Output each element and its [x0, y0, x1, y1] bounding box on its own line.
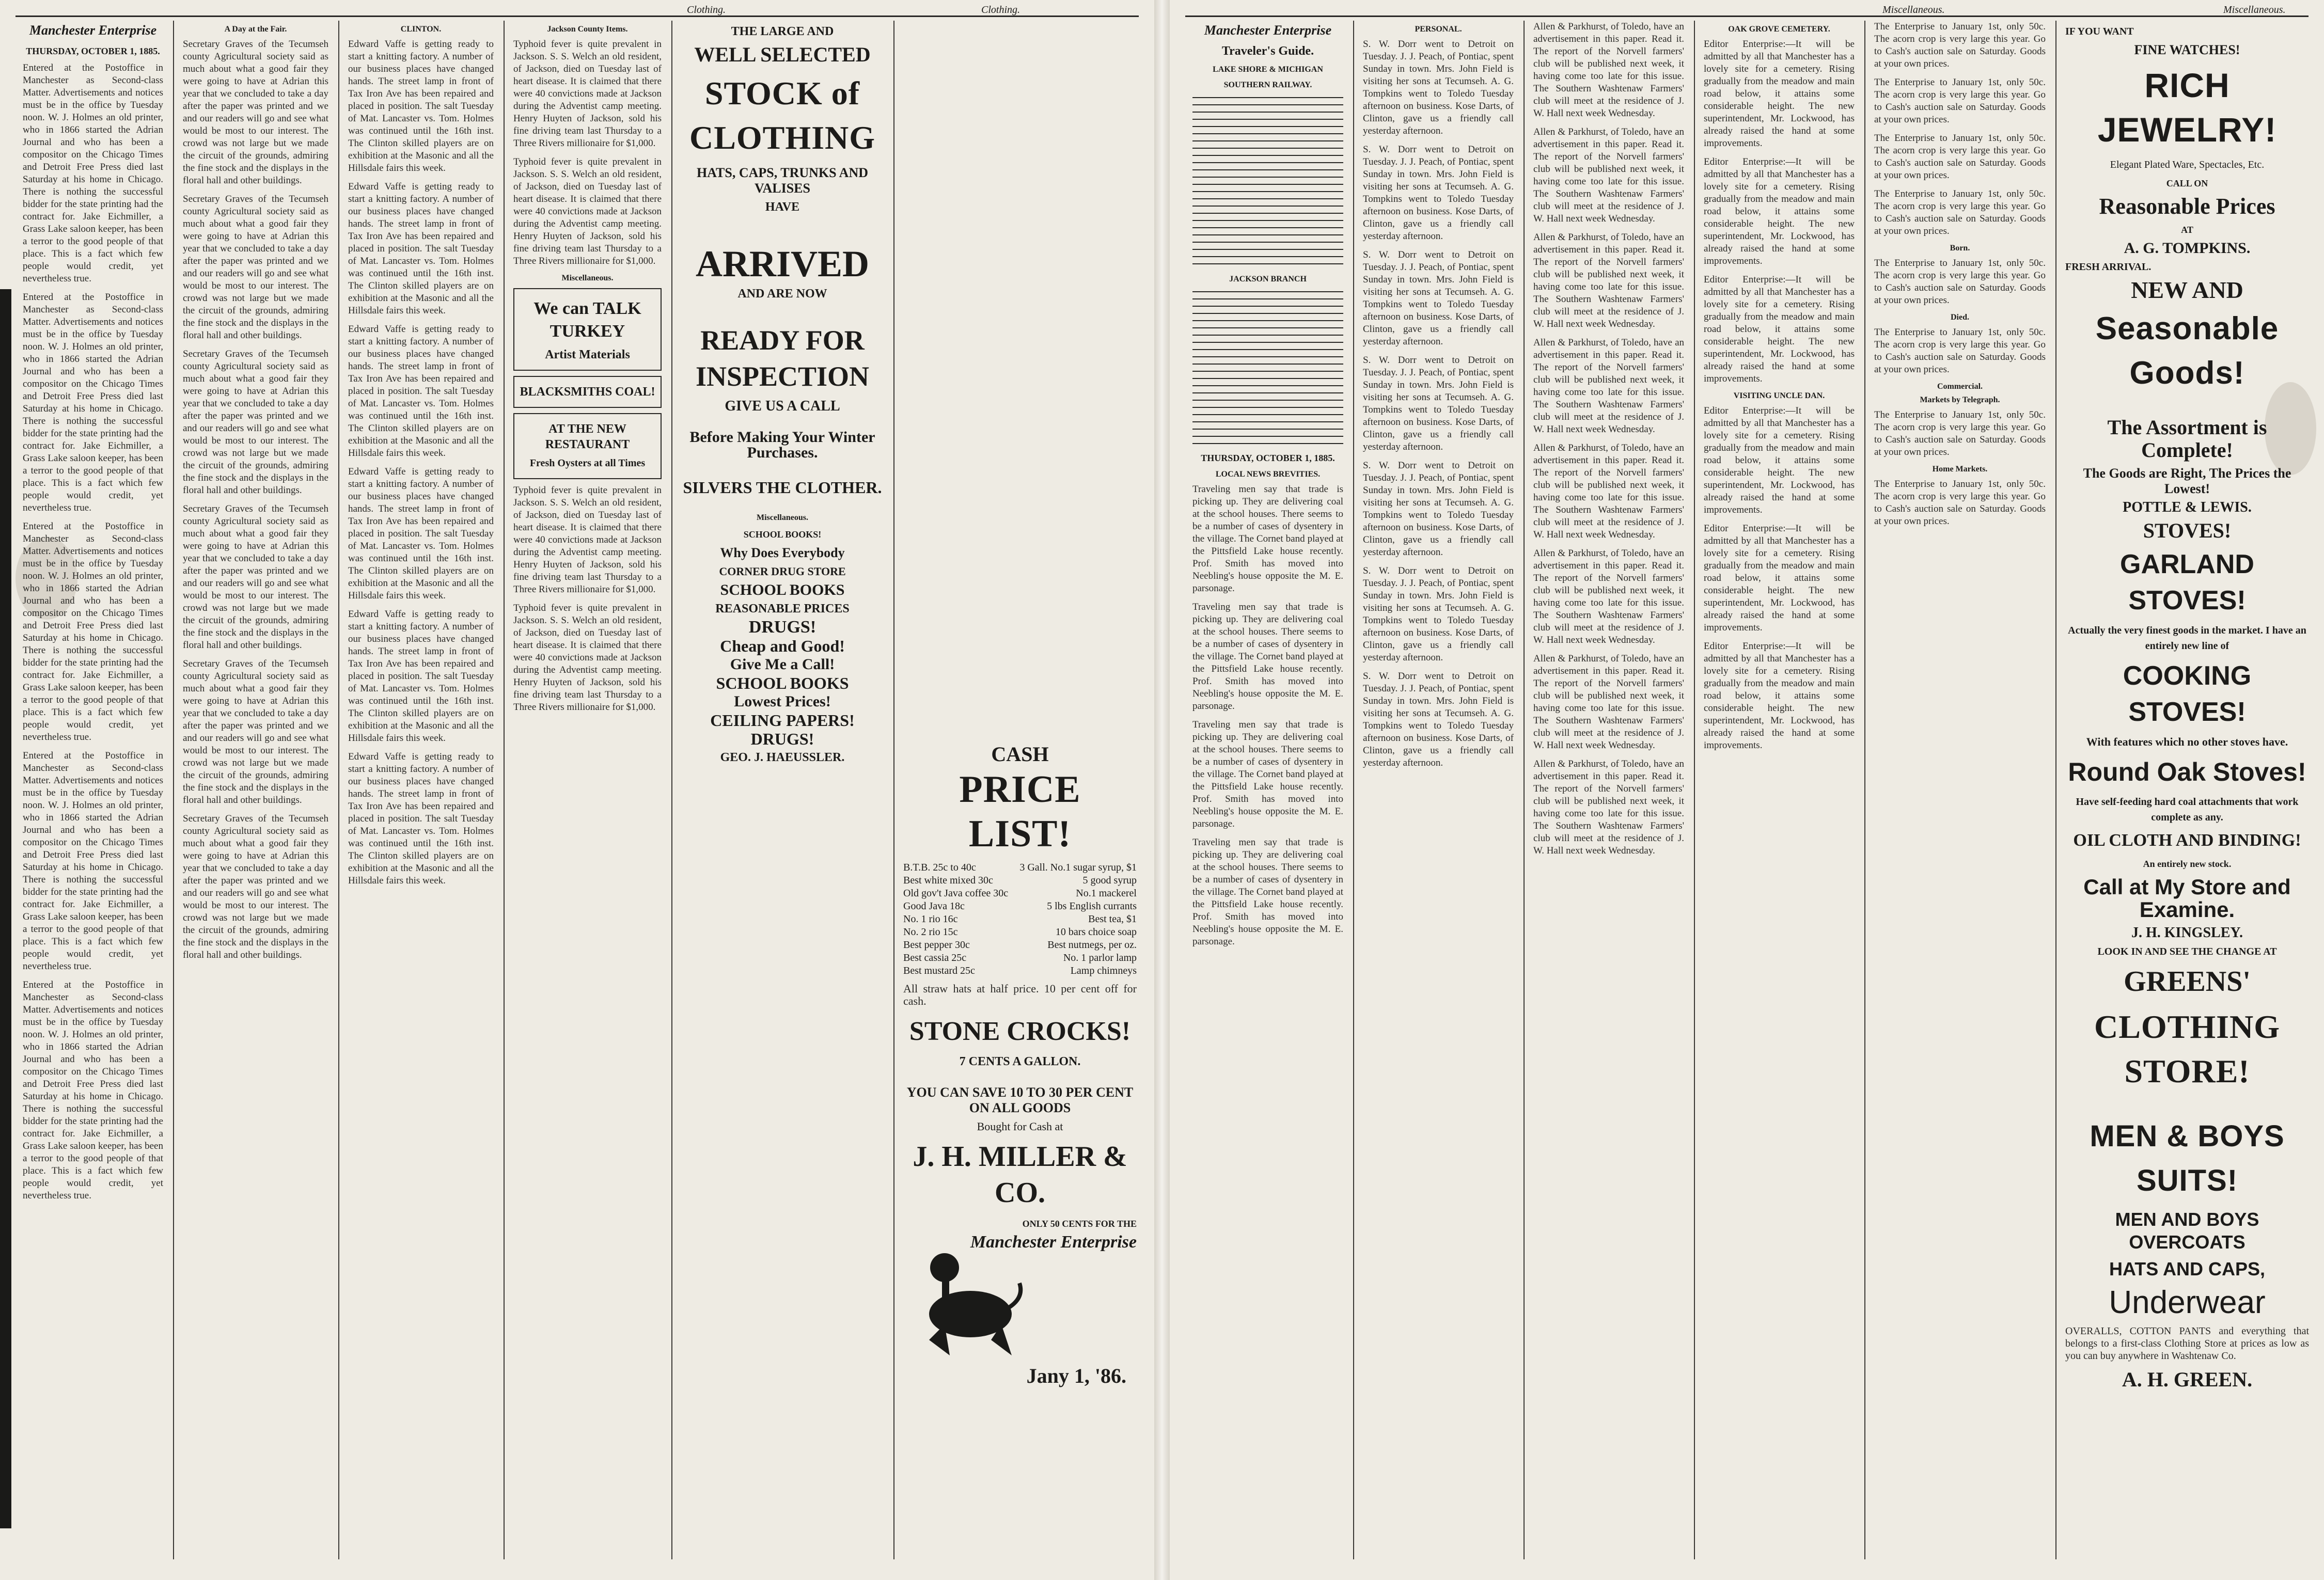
- if-you-want: IF YOU WANT: [2065, 26, 2134, 37]
- column-2: [176, 21, 336, 1559]
- railway-2: JACKSON BRANCH: [1229, 275, 1307, 283]
- price-cell: 10 bars choice soap: [1055, 926, 1137, 938]
- price-cell: Best tea, $1: [1088, 913, 1137, 925]
- price-row: [903, 861, 1137, 874]
- timetable-1: [1192, 97, 1343, 267]
- column-rule: [2055, 21, 2056, 1559]
- article-text: Editor Enterprise:—It will be admitted by all that Manchester has a lovely site for a cemetery. Rising gradually from the meadow and main road below, it attains some considerable height. The new superintendent, Mr. Lockwood, has already raised the hand at some improvements.: [1704, 39, 1855, 149]
- top-rule: [15, 15, 1139, 17]
- price-cell: Old gov't Java coffee 30c: [903, 888, 1009, 899]
- ad-give-call: Give Me a Call!: [730, 656, 835, 673]
- call-store: Call at My Store and Examine.: [2083, 875, 2291, 922]
- clothing-ad: [674, 21, 891, 1559]
- price-cell: No. 1 parlor lamp: [1063, 952, 1137, 963]
- article-text-3: Typhoid fever is quite prevalent in Jackson. S. S. Welch an old resident, of Jackson, died on Tuesday last of heart disease. It is claimed that there were 40 convictions made at Jackson during the Adventist camp meeting. Henry Huyten of Jackson, sold his fine driving team last Thursday to a Three Rivers millionaire for $1,000.: [513, 485, 662, 595]
- column-rule: [504, 21, 505, 1559]
- article-text-6: Editor Enterprise:—It will be admitted by all that Manchester has a lovely site for a cemetery. Rising gradually from the meadow and main road below, it attains some considerable height. The new superintendent, Mr. Lockwood, has already raised the hand at some improvements.: [1704, 641, 1855, 751]
- center-fold: [1154, 0, 1170, 1580]
- cemetery-heading: OAK GROVE CEMETERY.: [1728, 25, 1830, 34]
- article-text-4: S. W. Dorr went to Detroit on Tuesday. J. J. Peach, of Pontiac, spent Sunday in town. Mrs. John Field is visiting her sons at Tecumseh. A. G. Tompkins went to Toledo Tuesday afternoon on business. Kose Darts, of Clinton, gave us a friendly call yesterday afternoon.: [1363, 355, 1514, 452]
- article-text-5: Edward Vaffe is getting ready to start a knitting factory. A number of our business places have changed hands. The street lamp in front of Tax Iron Ave has been repaired and placed in position. The salt Tuesday of Mat. Lancaster vs. Tom. Holmes was continued until the 16th inst. The Clinton skilled players are on exhibition at the Masonic and all the Hillsdale fairs this week.: [348, 609, 494, 744]
- enterprise-ad: [903, 1216, 1137, 1402]
- article-text: Allen & Parkhurst, of Toledo, have an advertisement in this paper. Read it. The report of the Norvell farmers' club will be published next week, it having come too late for this issue. The Southern Washtenaw Farmers' club will meet at the residence of J. W. Hall next week Wednesday.: [1533, 21, 1684, 119]
- price-row: [903, 952, 1137, 965]
- tompkins: A. G. TOMPKINS.: [2124, 240, 2251, 257]
- fine-watches: FINE WATCHES!: [2134, 42, 2240, 57]
- article-text-4: Edward Vaffe is getting ready to start a knitting factory. A number of our business places have changed hands. The street lamp in front of Tax Iron Ave has been repaired and placed in position. The salt Tuesday of Mat. Lancaster vs. Tom. Holmes was continued until the 16th inst. The Clinton skilled players are on exhibition at the Masonic and all the Hillsdale fairs this week.: [348, 466, 494, 601]
- born-heading: Born.: [1950, 244, 1970, 252]
- column-4: [506, 21, 669, 1559]
- date-line-right: THURSDAY, OCTOBER 1, 1885.: [1201, 453, 1335, 463]
- price-row: [903, 939, 1137, 952]
- article-text-6: Edward Vaffe is getting ready to start a knitting factory. A number of our business places have changed hands. The street lamp in front of Tax Iron Ave has been repaired and placed in position. The salt Tuesday of Mat. Lancaster vs. Tom. Holmes was continued until the 16th inst. The Clinton skilled players are on exhibition at the Masonic and all the Hillsdale fairs this week.: [348, 751, 494, 886]
- right-page: [1170, 0, 2324, 1580]
- article-text-8: The Enterprise to January 1st, only 50c. The acorn crop is very large this year. Go to Cash's auction sale on Saturday. Goods at your own prices.: [1874, 479, 2046, 527]
- ad-line-7: AND ARE NOW: [737, 287, 827, 301]
- ad-blacksmith: [513, 376, 662, 408]
- right-column-5: [1867, 21, 2053, 1559]
- price-row: [903, 913, 1137, 926]
- ad-blacksmiths-coal: BLACKSMITHS COAL!: [520, 385, 655, 399]
- self-feeding: Have self-feeding hard coal attachments that work complete as any.: [2076, 796, 2299, 823]
- timetable-2: [1192, 291, 1343, 446]
- ad-line-11: SILVERS THE CLOTHER.: [683, 478, 882, 497]
- ad-line-8: READY FOR INSPECTION: [695, 325, 870, 392]
- article-text: Typhoid fever is quite prevalent in Jackson. S. S. Welch an old resident, of Jackson, died on Tuesday last of heart disease. It is claimed that there were 40 convictions made at Jackson during the Adventist camp meeting. Henry Huyten of Jackson, sold his fine driving team last Thursday to a Three Rivers millionaire for $1,000.: [513, 39, 662, 149]
- column-3: [341, 21, 501, 1559]
- article-text-6: Secretary Graves of the Tecumseh county Agricultural society said as much about what a good fair they were going to have at Adrian this year that we concluded to take a day after the paper was printed and we and our readers will go and see what would be most to our interest. The crowd was not large but we made the circuit of the grounds, admiring the fine stock and the displays in the floral hall and other buildings.: [183, 813, 328, 960]
- men-boys-suits: MEN & BOYS SUITS!: [2090, 1119, 2285, 1197]
- article-text-2: Editor Enterprise:—It will be admitted by all that Manchester has a lovely site for a cemetery. Rising gradually from the meadow and main road below, it attains some considerable height. The new superintendent, Mr. Lockwood, has already raised the hand at some improvements.: [1704, 156, 1855, 266]
- garland-stoves: GARLAND STOVES!: [2120, 549, 2254, 615]
- ad-reasonable: REASONABLE PRICES: [715, 602, 850, 615]
- article-text-2: Edward Vaffe is getting ready to start a knitting factory. A number of our business places have changed hands. The street lamp in front of Tax Iron Ave has been repaired and placed in position. The salt Tuesday of Mat. Lancaster vs. Tom. Holmes was continued until the 16th inst. The Clinton skilled players are on exhibition at the Masonic and all the Hillsdale fairs this week.: [348, 181, 494, 316]
- ent-name: Manchester Enterprise: [970, 1233, 1137, 1252]
- article-text-4: Typhoid fever is quite prevalent in Jackson. S. S. Welch an old resident, of Jackson, died on Tuesday last of heart disease. It is claimed that there were 40 convictions made at Jackson during the Adventist camp meeting. Henry Huyten of Jackson, sold his fine driving team last Thursday to a Three Rivers millionaire for $1,000.: [513, 603, 662, 713]
- right-column-4: [1697, 21, 1862, 1559]
- article-text-3: Edward Vaffe is getting ready to start a knitting factory. A number of our business places have changed hands. The street lamp in front of Tax Iron Ave has been repaired and placed in position. The salt Tuesday of Mat. Lancaster vs. Tom. Holmes was continued until the 16th inst. The Clinton skilled players are on exhibition at the Masonic and all the Hillsdale fairs this week.: [348, 324, 494, 459]
- misc-heading-2: Miscellaneous.: [757, 513, 808, 522]
- ent-only: ONLY 50 CENTS FOR THE: [1022, 1219, 1137, 1229]
- ad-line-6: ARRIVED: [695, 243, 870, 285]
- ent-date: Jany 1, '86.: [1026, 1364, 1126, 1387]
- article-text-4: Entered at the Postoffice in Manchester as Second-class Matter. Advertisements and notices must be in the office by Tuesday noon. W. J. Holmes an old printer, who in 1866 started the Adrian Journal and who has been a compositor on the Chicago Times and Detroit Free Press died last Saturday at his home in Chicago. There is nothing the successful bidder for the state printing had the contract for. Jake Eichmiller, a Grass Lake saloon keeper, has been a terror to the good people of that place. This is a fact which few people would credit, yet nevertheless true.: [23, 750, 163, 972]
- ad-haeussler: GEO. J. HAEUSSLER.: [720, 751, 845, 764]
- new-and: NEW AND: [2131, 277, 2243, 303]
- goods-right: The Goods are Right, The Prices the Lowest!: [2083, 466, 2291, 496]
- misc-ads-left: [681, 509, 884, 768]
- ad-why: Why Does Everybody: [720, 545, 845, 560]
- hats-caps: HATS AND CAPS,: [2109, 1258, 2265, 1279]
- travel-guide: Traveler's Guide.: [1221, 44, 1314, 58]
- overalls-line: OVERALLS, COTTON PANTS and everything that belongs to a first-class Clothing Store at prices as low as you can buy anywhere in Washtenaw Co.: [2065, 1325, 2309, 1362]
- column-rule: [1524, 21, 1525, 1559]
- article-text: Edward Vaffe is getting ready to start a knitting factory. A number of our business places have changed hands. The street lamp in front of Tax Iron Ave has been repaired and placed in position. The salt Tuesday of Mat. Lancaster vs. Tom. Holmes was continued until the 16th inst. The Clinton skilled players are on exhibition at the Masonic and all the Hillsdale fairs this week.: [348, 39, 494, 173]
- ad-line-5: HAVE: [765, 200, 800, 214]
- article-text-4: Editor Enterprise:—It will be admitted by all that Manchester has a lovely site for a cemetery. Rising gradually from the meadow and main road below, it attains some considerable height. The new superintendent, Mr. Lockwood, has already raised the hand at some improvements.: [1704, 405, 1855, 515]
- ad-lowest: Lowest Prices!: [734, 693, 831, 710]
- price-list-ad: [896, 744, 1144, 1559]
- underwear: Underwear: [2109, 1285, 2266, 1320]
- elegant-line: Elegant Plated Ware, Spectacles, Etc.: [2110, 159, 2265, 170]
- article-text-8: Allen & Parkhurst, of Toledo, have an advertisement in this paper. Read it. The report of the Norvell farmers' club will be published next week, it having come too late for this issue. The Southern Washtenaw Farmers' club will meet at the residence of J. W. Hall next week Wednesday.: [1533, 759, 1684, 856]
- call-on: CALL ON: [2166, 178, 2208, 188]
- column-1: [15, 21, 170, 1559]
- price-rows: [903, 861, 1137, 977]
- article-text-4: Secretary Graves of the Tecumseh county Agricultural society said as much about what a good fair they were going to have at Adrian this year that we concluded to take a day after the paper was printed and we and our readers will go and see what would be most to our interest. The crowd was not large but we made the circuit of the grounds, admiring the fine stock and the displays in the floral hall and other buildings.: [183, 503, 328, 651]
- price-cell: 5 good syrup: [1082, 875, 1137, 886]
- article-text-3: S. W. Dorr went to Detroit on Tuesday. J. J. Peach, of Pontiac, spent Sunday in town. Mrs. John Field is visiting her sons at Tecumseh. A. G. Tompkins went to Toledo Tuesday afternoon on business. Kose Darts, of Clinton, gave us a friendly call yesterday afternoon.: [1363, 249, 1514, 347]
- top-rule: [1185, 15, 2309, 17]
- clothing-store: CLOTHING STORE!: [2094, 1008, 2281, 1089]
- article-text-2: Typhoid fever is quite prevalent in Jackson. S. S. Welch an old resident, of Jackson, died on Tuesday last of heart disease. It is claimed that there were 40 convictions made at Jackson during the Adventist camp meeting. Henry Huyten of Jackson, sold his fine driving team last Thursday to a Three Rivers millionaire for $1,000.: [513, 156, 662, 266]
- markets-heading: Markets by Telegraph.: [1920, 396, 2000, 404]
- ad-drugs: DRUGS!: [748, 618, 816, 637]
- price-row: [903, 965, 1137, 977]
- ad-school-books: SCHOOL BOOKS!: [743, 529, 822, 540]
- article-text-2: The Enterprise to January 1st, only 50c. The acorn crop is very large this year. Go to Cash's auction sale on Saturday. Goods at your own prices.: [1874, 77, 2046, 125]
- price-cell: Best white mixed 30c: [903, 875, 993, 886]
- date-line: THURSDAY, OCTOBER 1, 1885.: [26, 46, 160, 56]
- right-column-1: [1185, 21, 1351, 1559]
- price-cell: Good Java 18c: [903, 900, 965, 912]
- local-news-heading: LOCAL NEWS BREVITIES.: [1215, 470, 1321, 479]
- commercial-heading: Commercial.: [1937, 382, 1983, 391]
- rich-jewelry: RICH JEWELRY!: [2097, 66, 2277, 149]
- masthead: Manchester Enterprise: [29, 23, 157, 38]
- article-text-5: S. W. Dorr went to Detroit on Tuesday. J. J. Peach, of Pontiac, spent Sunday in town. Mrs. John Field is visiting her sons at Tecumseh. A. G. Tompkins went to Toledo Tuesday afternoon on business. Kose Darts, of Clinton, gave us a friendly call yesterday afternoon.: [1363, 460, 1514, 558]
- ad-school-books-3: SCHOOL BOOKS: [716, 674, 849, 692]
- ad-oysters: Fresh Oysters at all Times: [529, 457, 646, 469]
- price-cell: 5 lbs English currants: [1047, 900, 1137, 912]
- look-in: LOOK IN AND SEE THE CHANGE AT: [2097, 946, 2277, 957]
- personal-heading: PERSONAL.: [1415, 25, 1462, 34]
- masthead-right: Manchester Enterprise: [1204, 23, 1332, 38]
- price-title: PRICE LIST!: [959, 768, 1081, 855]
- features-line: With features which no other stoves have.: [2086, 735, 2288, 748]
- oil-cloth: OIL CLOTH AND BINDING!: [2073, 831, 2301, 850]
- ad-talk-turkey: We can TALK TURKEY: [533, 299, 641, 341]
- article-text-2: S. W. Dorr went to Detroit on Tuesday. J. J. Peach, of Pontiac, spent Sunday in town. Mrs. John Field is visiting her sons at Tecumseh. A. G. Tompkins went to Toledo Tuesday afternoon on business. Kose Darts, of Clinton, gave us a friendly call yesterday afternoon.: [1363, 144, 1514, 242]
- right-column-3: [1526, 21, 1691, 1559]
- price-cell: 3 Gall. No.1 sugar syrup, $1: [1019, 862, 1137, 873]
- price-row: [903, 926, 1137, 939]
- column-rule: [338, 21, 339, 1559]
- miller-firm: J. H. MILLER & CO.: [913, 1141, 1127, 1209]
- garland-sub: Actually the very finest goods in the market. I have an entirely new line of: [2068, 625, 2306, 652]
- ad-line-9: GIVE US A CALL: [725, 398, 840, 414]
- article-text-3: Entered at the Postoffice in Manchester as Second-class Matter. Advertisements and notices must be in the office by Tuesday noon. W. J. Holmes an old printer, who in 1866 started the Adrian Journal and who has been a compositor on the Chicago Times and Detroit Free Press died last Saturday at his home in Chicago. There is nothing the successful bidder for the state printing had the contract for. Jake Eichmiller, a Grass Lake saloon keeper, has been a terror to the good people of that place. This is a fact which few people would credit, yet nevertheless true.: [23, 521, 163, 742]
- bought-line: Bought for Cash at: [977, 1120, 1063, 1133]
- price-row: [903, 874, 1137, 887]
- price-note: All straw hats at half price. 10 per cent off for cash.: [903, 982, 1137, 1007]
- reasonable-prices: Reasonable Prices: [2099, 194, 2275, 219]
- right-column-2: [1356, 21, 1521, 1559]
- price-row: [903, 900, 1137, 913]
- column-rule: [1353, 21, 1354, 1559]
- price-cash: CASH: [991, 744, 1049, 766]
- stone-sub: 7 CENTS A GALLON.: [959, 1055, 1081, 1068]
- column-rule: [1694, 21, 1695, 1559]
- article-text-4: Allen & Parkhurst, of Toledo, have an advertisement in this paper. Read it. The report of the Norvell farmers' club will be published next week, it having come too late for this issue. The Southern Washtenaw Farmers' club will meet at the residence of J. W. Hall next week Wednesday.: [1533, 337, 1684, 435]
- variety-line: An entirely new stock.: [2143, 859, 2232, 869]
- save-line: YOU CAN SAVE 10 TO 30 PER CENT ON ALL GOODS: [906, 1085, 1134, 1115]
- price-cell: No. 1 rio 16c: [903, 913, 958, 925]
- overcoats: MEN AND BOYS OVERCOATS: [2115, 1209, 2259, 1253]
- top-label-2: Clothing.: [981, 4, 1020, 15]
- article-text-6: Allen & Parkhurst, of Toledo, have an advertisement in this paper. Read it. The report of the Norvell farmers' club will be published next week, it having come too late for this issue. The Southern Washtenaw Farmers' club will meet at the residence of J. W. Hall next week Wednesday.: [1533, 548, 1684, 645]
- article-text-3: The Enterprise to January 1st, only 50c. The acorn crop is very large this year. Go to Cash's auction sale on Saturday. Goods at your own prices.: [1874, 133, 2046, 181]
- column-rule: [1864, 21, 1865, 1559]
- ad-line-2: WELL SELECTED: [694, 43, 871, 66]
- column-rule: [893, 21, 894, 1559]
- ad-new-restaurant: AT THE NEW RESTAURANT: [545, 422, 630, 451]
- ad-artist: Artist Materials: [545, 348, 630, 361]
- article-text-7: The Enterprise to January 1st, only 50c. The acorn crop is very large this year. Go to Cash's auction sale on Saturday. Goods at your own prices.: [1874, 409, 2046, 457]
- price-cell: B.T.B. 25c to 40c: [903, 862, 976, 873]
- greens: GREENS': [2124, 966, 2251, 998]
- price-cell: Best nutmegs, per oz.: [1047, 939, 1137, 951]
- ad-restaurant: [513, 413, 662, 479]
- price-cell: No. 2 rio 15c: [903, 926, 958, 938]
- article-text-5: The Enterprise to January 1st, only 50c. The acorn crop is very large this year. Go to Cash's auction sale on Saturday. Goods at your own prices.: [1874, 258, 2046, 306]
- round-oak: Round Oak Stoves!: [2068, 757, 2306, 786]
- home-markets-heading: Home Markets.: [1932, 465, 1988, 473]
- visiting-heading: VISITING UNCLE DAN.: [1733, 391, 1825, 400]
- price-row: [903, 887, 1137, 900]
- price-cell: Best pepper 30c: [903, 939, 970, 951]
- top-label-right-2: Miscellaneous.: [2223, 4, 2286, 15]
- article-text-2: Traveling men say that trade is picking up. They are delivering coal at the school houses. There seems to be a number of cases of dysentery in the village. The Cornet band played at the Pittsfield Lake house recently. Prof. Smith has moved into Neebling's house opposite the M. E. parsonage.: [1192, 602, 1343, 712]
- top-label: Clothing.: [687, 4, 726, 15]
- price-cell: Lamp chimneys: [1070, 965, 1137, 976]
- seasonable-goods: Seasonable Goods!: [2095, 311, 2279, 391]
- article-text-4: Traveling men say that trade is picking up. They are delivering coal at the school houses. There seems to be a number of cases of dysentery in the village. The Cornet band played at the Pittsfield Lake house recently. Prof. Smith has moved into Neebling's house opposite the M. E. parsonage.: [1192, 837, 1343, 947]
- article-text: S. W. Dorr went to Detroit on Tuesday. J. J. Peach, of Pontiac, spent Sunday in town. Mrs. John Field is visiting her sons at Tecumseh. A. G. Tompkins went to Toledo Tuesday afternoon on business. Kose Darts, of Clinton, gave us a friendly call yesterday afternoon.: [1363, 39, 1514, 136]
- ad-drugs-2: DRUGS!: [750, 730, 814, 748]
- price-cell: Best cassia 25c: [903, 952, 967, 963]
- article-text-5: Entered at the Postoffice in Manchester as Second-class Matter. Advertisements and notices must be in the office by Tuesday noon. W. J. Holmes an old printer, who in 1866 started the Adrian Journal and who has been a compositor on the Chicago Times and Detroit Free Press died last Saturday at his home in Chicago. There is nothing the successful bidder for the state printing had the contract for. Jake Eichmiller, a Grass Lake saloon keeper, has been a terror to the good people of that place. This is a fact which few people would credit, yet nevertheless true.: [23, 979, 163, 1201]
- top-label-right-1: Miscellaneous.: [1882, 4, 1945, 15]
- green-name: A. H. GREEN.: [2122, 1368, 2253, 1391]
- article-text-3: Allen & Parkhurst, of Toledo, have an advertisement in this paper. Read it. The report of the Norvell farmers' club will be published next week, it having come too late for this issue. The Southern Washtenaw Farmers' club will meet at the residence of J. W. Hall next week Wednesday.: [1533, 232, 1684, 329]
- ad-turkey: [513, 288, 662, 371]
- assortment: The Assortment is Complete!: [2107, 416, 2267, 462]
- devil-figure-icon: [914, 1237, 1027, 1361]
- ad-corner: CORNER DRUG STORE: [719, 565, 846, 578]
- article-text-3: Editor Enterprise:—It will be admitted by all that Manchester has a lovely site for a cemetery. Rising gradually from the meadow and main road below, it attains some considerable height. The new superintendent, Mr. Lockwood, has already raised the hand at some improvements.: [1704, 274, 1855, 384]
- section-heading: Jackson County Items.: [547, 25, 628, 34]
- ad-school-books-2: SCHOOL BOOKS: [720, 581, 845, 598]
- price-cell: No.1 mackerel: [1076, 888, 1137, 899]
- ad-cheap: Cheap and Good!: [720, 637, 845, 655]
- price-cell: Best mustard 25c: [903, 965, 975, 976]
- article-text-6: The Enterprise to January 1st, only 50c. The acorn crop is very large this year. Go to Cash's auction sale on Saturday. Goods at your own prices.: [1874, 327, 2046, 375]
- stone-crocks: STONE CROCKS!: [909, 1017, 1131, 1046]
- section-heading: CLINTON.: [400, 25, 442, 34]
- died-heading: Died.: [1951, 313, 1969, 322]
- kingsley: J. H. KINGSLEY.: [2131, 925, 2243, 941]
- section-heading: A Day at the Fair.: [224, 25, 287, 34]
- pottle-lewis: POTTLE & LEWIS.: [2123, 499, 2252, 515]
- article-text-7: Allen & Parkhurst, of Toledo, have an advertisement in this paper. Read it. The report of the Norvell farmers' club will be published next week, it having come too late for this issue. The Southern Washtenaw Farmers' club will meet at the residence of J. W. Hall next week Wednesday.: [1533, 653, 1684, 751]
- misc-ads-row: [681, 509, 884, 768]
- article-text-3: Traveling men say that trade is picking up. They are delivering coal at the school houses. There seems to be a number of cases of dysentery in the village. The Cornet band played at the Pittsfield Lake house recently. Prof. Smith has moved into Neebling's house opposite the M. E. parsonage.: [1192, 719, 1343, 829]
- article-text: Entered at the Postoffice in Manchester as Second-class Matter. Advertisements and notices must be in the office by Tuesday noon. W. J. Holmes an old printer, who in 1866 started the Adrian Journal and who has been a compositor on the Chicago Times and Detroit Free Press died last Saturday at his home in Chicago. There is nothing the successful bidder for the state printing had the contract for. Jake Eichmiller, a Grass Lake saloon keeper, has been a terror to the good people of that place. This is a fact which few people would credit, yet nevertheless true.: [23, 62, 163, 284]
- ad-ceiling: CEILING PAPERS!: [710, 711, 855, 730]
- article-text-2: Allen & Parkhurst, of Toledo, have an advertisement in this paper. Read it. The report of the Norvell farmers' club will be published next week, it having come too late for this issue. The Southern Washtenaw Farmers' club will meet at the residence of J. W. Hall next week Wednesday.: [1533, 127, 1684, 224]
- left-page: [0, 0, 1154, 1580]
- column-rule: [173, 21, 174, 1559]
- article-text: The Enterprise to January 1st, only 50c. The acorn crop is very large this year. Go to Cash's auction sale on Saturday. Goods at your own prices.: [1874, 21, 2046, 69]
- article-text-4: The Enterprise to January 1st, only 50c. The acorn crop is very large this year. Go to Cash's auction sale on Saturday. Goods at your own prices.: [1874, 188, 2046, 236]
- railway-1: LAKE SHORE & MICHIGAN SOUTHERN RAILWAY.: [1213, 65, 1323, 89]
- ad-line-1: THE LARGE AND: [731, 25, 834, 38]
- article-text-7: S. W. Dorr went to Detroit on Tuesday. J. J. Peach, of Pontiac, spent Sunday in town. Mrs. John Field is visiting her sons at Tecumseh. A. G. Tompkins went to Toledo Tuesday afternoon on business. Kose Darts, of Clinton, gave us a friendly call yesterday afternoon.: [1363, 671, 1514, 768]
- article-text-6: S. W. Dorr went to Detroit on Tuesday. J. J. Peach, of Pontiac, spent Sunday in town. Mrs. John Field is visiting her sons at Tecumseh. A. G. Tompkins went to Toledo Tuesday afternoon on business. Kose Darts, of Clinton, gave us a friendly call yesterday afternoon.: [1363, 565, 1514, 663]
- at-line: AT: [2181, 225, 2193, 235]
- article-text-5: Allen & Parkhurst, of Toledo, have an advertisement in this paper. Read it. The report of the Norvell farmers' club will be published next week, it having come too late for this issue. The Southern Washtenaw Farmers' club will meet at the residence of J. W. Hall next week Wednesday.: [1533, 443, 1684, 540]
- page-edge-shadow: [0, 289, 11, 1528]
- article-text-2: Entered at the Postoffice in Manchester as Second-class Matter. Advertisements and notices must be in the office by Tuesday noon. W. J. Holmes an old printer, who in 1866 started the Adrian Journal and who has been a compositor on the Chicago Times and Detroit Free Press died last Saturday at his home in Chicago. There is nothing the successful bidder for the state printing had the contract for. Jake Eichmiller, a Grass Lake saloon keeper, has been a terror to the good people of that place. This is a fact which few people would credit, yet nevertheless true.: [23, 292, 163, 513]
- article-text-3: Secretary Graves of the Tecumseh county Agricultural society said as much about what a good fair they were going to have at Adrian this year that we concluded to take a day after the paper was printed and we and our readers will go and see what would be most to our interest. The crowd was not large but we made the circuit of the grounds, admiring the fine stock and the displays in the floral hall and other buildings.: [183, 349, 328, 496]
- misc-heading: Miscellaneous.: [561, 274, 614, 282]
- ad-line-3: STOCK of CLOTHING: [689, 75, 876, 156]
- stoves: STOVES!: [2143, 519, 2232, 542]
- ad-line-4: HATS, CAPS, TRUNKS AND VALISES: [696, 165, 869, 196]
- column-rule: [671, 21, 672, 1559]
- cooking-stoves: COOKING STOVES!: [2123, 661, 2252, 727]
- right-ads-column: [2058, 21, 2316, 1559]
- article-text-2: Secretary Graves of the Tecumseh county Agricultural society said as much about what a good fair they were going to have at Adrian this year that we concluded to take a day after the paper was printed and we and our readers will go and see what would be most to our interest. The crowd was not large but we made the circuit of the grounds, admiring the fine stock and the displays in the floral hall and other buildings.: [183, 194, 328, 341]
- article-text-5: Secretary Graves of the Tecumseh county Agricultural society said as much about what a good fair they were going to have at Adrian this year that we concluded to take a day after the paper was printed and we and our readers will go and see what would be most to our interest. The crowd was not large but we made the circuit of the grounds, admiring the fine stock and the displays in the floral hall and other buildings.: [183, 658, 328, 805]
- ad-line-10: Before Making Your Winter Purchases.: [689, 429, 875, 461]
- article-text: Traveling men say that trade is picking up. They are delivering coal at the school houses. There seems to be a number of cases of dysentery in the village. The Cornet band played at the Pittsfield Lake house recently. Prof. Smith has moved into Neebling's house opposite the M. E. parsonage.: [1192, 484, 1343, 594]
- article-text: Secretary Graves of the Tecumseh county Agricultural society said as much about what a good fair they were going to have at Adrian this year that we concluded to take a day after the paper was printed and we and our readers will go and see what would be most to our interest. The crowd was not large but we made the circuit of the grounds, admiring the fine stock and the displays in the floral hall and other buildings.: [183, 39, 328, 186]
- article-text-5: Editor Enterprise:—It will be admitted by all that Manchester has a lovely site for a cemetery. Rising gradually from the meadow and main road below, it attains some considerable height. The new superintendent, Mr. Lockwood, has already raised the hand at some improvements.: [1704, 523, 1855, 633]
- fresh-arrival: FRESH ARRIVAL.: [2065, 261, 2152, 273]
